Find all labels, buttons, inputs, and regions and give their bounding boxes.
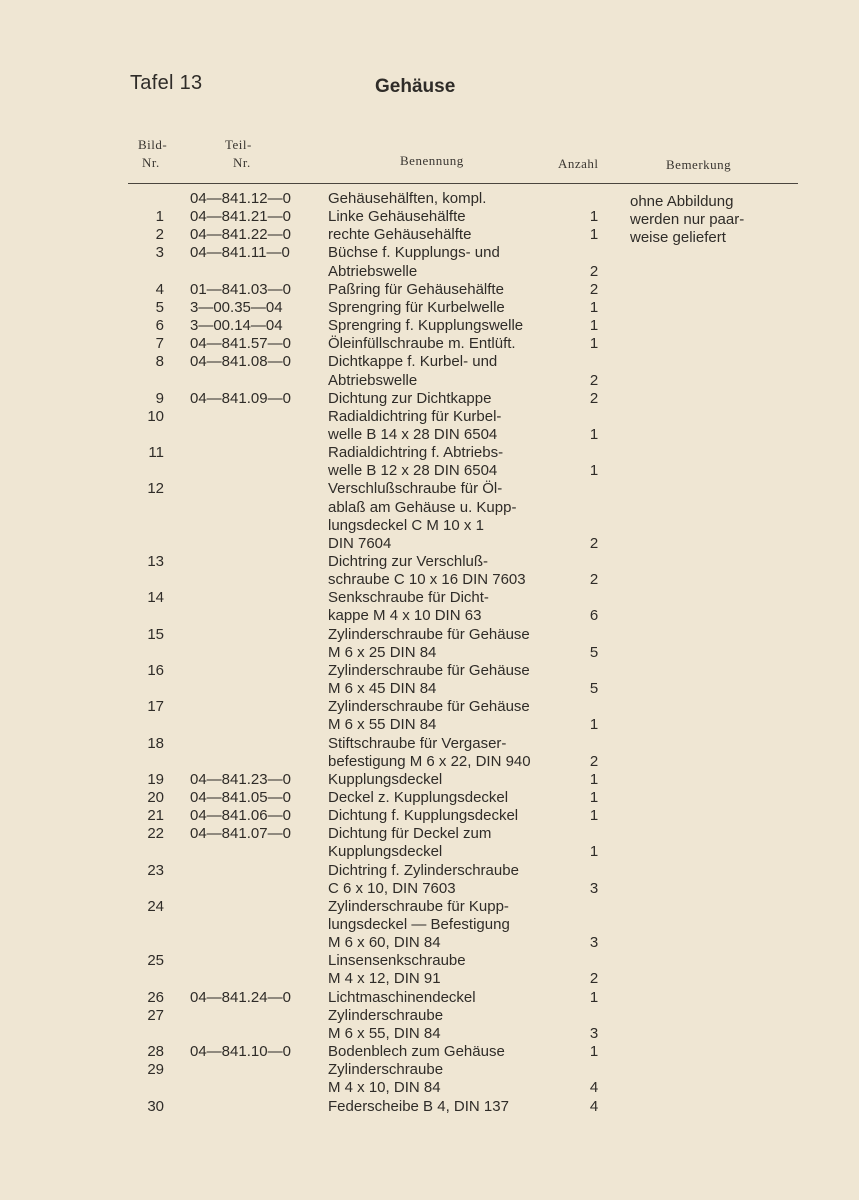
table-row [0, 970, 859, 988]
designation: kappe M 4 x 10 DIN 63 [328, 607, 482, 625]
designation: M 6 x 55, DIN 84 [328, 1024, 441, 1042]
table-row [0, 934, 859, 952]
designation: Kupplungsdeckel [328, 843, 443, 861]
part-number: 04—841.09—0 [190, 389, 291, 407]
table-row [0, 1007, 859, 1025]
designation: ablaß am Gehäuse u. Kupp- [328, 498, 517, 516]
col-header-benennung: Benennung [400, 153, 464, 168]
col-header-anzahl: Anzahl [558, 156, 599, 171]
table-row [0, 735, 859, 753]
part-number: 04—841.05—0 [190, 788, 291, 806]
designation: Zylinderschraube für Gehäuse [328, 625, 530, 643]
quantity: 6 [589, 607, 599, 625]
table-row [0, 898, 859, 916]
designation: M 4 x 10, DIN 84 [328, 1079, 441, 1097]
bild-number: 12 [147, 480, 164, 498]
table-row [0, 1061, 859, 1079]
designation: welle B 12 x 28 DIN 6504 [328, 462, 498, 480]
part-number: 04—841.21—0 [190, 208, 291, 226]
designation: lungsdeckel — Befestigung [328, 916, 510, 933]
designation: Zylinderschraube für Kupp- [328, 897, 509, 915]
designation: rechte Gehäusehälfte [328, 226, 472, 244]
designation: M 6 x 25 DIN 84 [328, 643, 437, 661]
bild-number: 6 [155, 317, 164, 335]
designation: Büchse f. Kupplungs- und [328, 244, 500, 262]
quantity: 3 [589, 1024, 599, 1042]
remark-line: ohne Abbildung [630, 193, 734, 210]
bild-number: 4 [155, 280, 164, 298]
col-header-bild-line2: Nr. [142, 155, 160, 170]
table-row [0, 208, 859, 226]
table-row [0, 644, 859, 662]
bild-number: 8 [155, 353, 164, 371]
bild-number: 17 [147, 698, 164, 716]
designation: Federscheibe B 4, DIN 137 [328, 1097, 509, 1115]
designation: Sprengring für Kurbelwelle [328, 298, 505, 316]
part-number: 04—841.08—0 [190, 353, 291, 371]
designation: Zylinderschraube [328, 1061, 444, 1079]
designation: Verschlußschraube für Öl- [328, 480, 503, 498]
bild-number: 9 [155, 389, 164, 407]
designation: Deckel z. Kupplungsdeckel [328, 788, 509, 806]
table-row [0, 226, 859, 244]
designation: Sprengring f. Kupplungswelle [328, 317, 524, 335]
part-number: 3—00.35—04 [190, 298, 283, 316]
designation: Zylinderschraube [328, 1006, 444, 1024]
bild-number: 26 [147, 988, 164, 1006]
quantity: 2 [589, 371, 599, 389]
table-row [0, 1025, 859, 1043]
table-row [0, 1079, 859, 1097]
quantity: 2 [589, 571, 599, 589]
quantity: 1 [589, 208, 599, 226]
part-number: 04—841.23—0 [190, 770, 291, 788]
table-row [0, 299, 859, 317]
designation: lungsdeckel C M 10 x 1 [328, 516, 484, 534]
bild-number: 19 [147, 770, 164, 788]
designation: M 6 x 60, DIN 84 [328, 934, 441, 952]
quantity: 1 [589, 425, 599, 443]
part-number: 04—841.22—0 [190, 226, 291, 244]
bild-number: 23 [147, 861, 164, 879]
tafel-label: Tafel 13 [130, 72, 203, 94]
col-header-bemerkung: Bemerkung [666, 157, 732, 172]
quantity: 1 [589, 335, 599, 353]
table-row [0, 390, 859, 408]
designation: M 6 x 55 DIN 84 [328, 716, 437, 734]
remark-line: weise geliefert [630, 229, 726, 246]
bild-number: 18 [147, 734, 164, 752]
designation: schraube C 10 x 16 DIN 7603 [328, 571, 526, 589]
table-row [0, 263, 859, 281]
part-number: 04—841.57—0 [190, 335, 291, 353]
designation: Kupplungsdeckel [328, 770, 443, 788]
bild-number: 22 [147, 825, 164, 843]
table-row [0, 662, 859, 680]
table-row [0, 480, 859, 498]
designation: C 6 x 10, DIN 7603 [328, 879, 456, 897]
table-row [0, 281, 859, 299]
table-row [0, 517, 859, 535]
part-number: 04—841.07—0 [190, 825, 291, 843]
designation: Dichtring zur Verschluß- [328, 553, 489, 570]
bild-number: 16 [147, 661, 164, 679]
table-row [0, 807, 859, 825]
quantity: 2 [589, 752, 599, 770]
table-row [0, 589, 859, 607]
bild-number: 25 [147, 952, 164, 970]
table-row [0, 571, 859, 589]
quantity: 1 [589, 298, 599, 316]
designation: Linsensenkschraube [328, 952, 466, 970]
bild-number: 20 [147, 788, 164, 806]
page-title: Gehäuse [375, 76, 456, 97]
table-row [0, 535, 859, 553]
bild-number: 3 [155, 244, 164, 262]
part-number: 04—841.11—0 [190, 244, 290, 262]
table-row [0, 244, 859, 262]
table-row [0, 952, 859, 970]
designation: M 4 x 12, DIN 91 [328, 970, 441, 988]
table-row [0, 626, 859, 644]
col-header-teil-line1: Teil- [225, 137, 252, 152]
designation: Abtriebswelle [328, 262, 418, 280]
designation: Öleinfüllschraube m. Entlüft. [328, 335, 516, 353]
table-row [0, 408, 859, 426]
quantity: 1 [589, 788, 599, 806]
bild-number: 14 [147, 589, 164, 607]
table-row [0, 499, 859, 517]
table-row [0, 916, 859, 934]
table-row [0, 335, 859, 353]
quantity: 3 [589, 934, 599, 952]
table-row [0, 698, 859, 716]
quantity: 1 [589, 807, 599, 825]
designation: Bodenblech zum Gehäuse [328, 1043, 505, 1061]
table-row [0, 444, 859, 462]
bild-number: 11 [148, 444, 164, 462]
table-row [0, 190, 859, 208]
remark-line: werden nur paar- [630, 211, 745, 228]
table-row [0, 462, 859, 480]
bild-number: 30 [147, 1097, 164, 1115]
quantity: 1 [589, 988, 599, 1006]
part-number: 3—00.14—04 [190, 317, 283, 335]
designation: Dichtkappe f. Kurbel- und [328, 353, 498, 371]
table-row [0, 426, 859, 444]
designation: Stiftschraube für Vergaser- [328, 734, 507, 752]
quantity: 1 [589, 843, 599, 861]
table-row [0, 843, 859, 861]
col-header-bild-line1: Bild- [138, 137, 168, 152]
bild-number: 7 [155, 335, 164, 353]
designation: Radialdichtring für Kurbel- [328, 407, 502, 425]
bild-number: 24 [147, 897, 164, 915]
bild-number: 2 [155, 226, 164, 244]
quantity: 5 [589, 643, 599, 661]
bild-number: 5 [155, 298, 164, 316]
table-row [0, 1043, 859, 1061]
bild-number: 28 [147, 1043, 164, 1061]
bild-number: 10 [147, 407, 164, 425]
designation: Dichtung f. Kupplungsdeckel [328, 807, 519, 825]
table-row [0, 353, 859, 371]
quantity: 1 [589, 770, 599, 788]
quantity: 2 [589, 262, 599, 280]
designation: Senkschraube für Dicht- [328, 589, 489, 607]
table-row [0, 317, 859, 335]
part-number: 04—841.12—0 [190, 190, 291, 207]
quantity: 4 [589, 1097, 599, 1115]
designation: Linke Gehäusehälfte [328, 208, 466, 226]
table-row [0, 789, 859, 807]
quantity: 1 [589, 462, 599, 480]
bild-number: 27 [147, 1006, 164, 1024]
quantity: 2 [589, 389, 599, 407]
quantity: 5 [589, 680, 599, 698]
designation: DIN 7604 [328, 534, 392, 552]
designation: befestigung M 6 x 22, DIN 940 [328, 752, 531, 770]
table-row [0, 607, 859, 625]
designation: Dichtung zur Dichtkappe [328, 389, 492, 407]
table-row [0, 771, 859, 789]
table-row [0, 716, 859, 734]
designation: Zylinderschraube für Gehäuse [328, 698, 530, 716]
designation: Paßring für Gehäusehälfte [328, 280, 504, 298]
designation: Dichtung für Deckel zum [328, 825, 492, 843]
bild-number: 21 [147, 807, 164, 825]
designation: Dichtring f. Zylinderschraube [328, 861, 519, 879]
quantity: 2 [589, 280, 599, 298]
quantity: 4 [589, 1079, 599, 1097]
quantity: 2 [589, 970, 599, 988]
designation: Abtriebswelle [328, 371, 418, 389]
quantity: 3 [589, 879, 599, 897]
part-number: 04—841.06—0 [190, 807, 291, 825]
table-row [0, 753, 859, 771]
table-row [0, 680, 859, 698]
designation: Radialdichtring f. Abtriebs- [328, 444, 504, 462]
part-number: 04—841.24—0 [190, 988, 291, 1006]
bild-number: 13 [147, 553, 164, 570]
part-number: 01—841.03—0 [190, 280, 291, 298]
quantity: 1 [589, 317, 599, 335]
table-row [0, 862, 859, 880]
table-row [0, 553, 859, 571]
table-row [0, 1098, 859, 1116]
bild-number: 1 [155, 208, 164, 226]
table-row [0, 372, 859, 390]
quantity: 1 [589, 1043, 599, 1061]
col-header-teil-line2: Nr. [233, 155, 251, 170]
table-row [0, 880, 859, 898]
bild-number: 15 [147, 625, 164, 643]
quantity: 1 [589, 226, 599, 244]
designation: Gehäusehälften, kompl. [328, 190, 487, 207]
quantity: 1 [589, 716, 599, 734]
designation: Lichtmaschinendeckel [328, 988, 476, 1006]
quantity: 2 [589, 534, 599, 552]
bild-number: 29 [147, 1061, 164, 1079]
designation: welle B 14 x 28 DIN 6504 [328, 425, 498, 443]
designation: Zylinderschraube für Gehäuse [328, 661, 530, 679]
table-row [0, 825, 859, 843]
part-number: 04—841.10—0 [190, 1043, 291, 1061]
table-row [0, 989, 859, 1007]
designation: M 6 x 45 DIN 84 [328, 680, 437, 698]
